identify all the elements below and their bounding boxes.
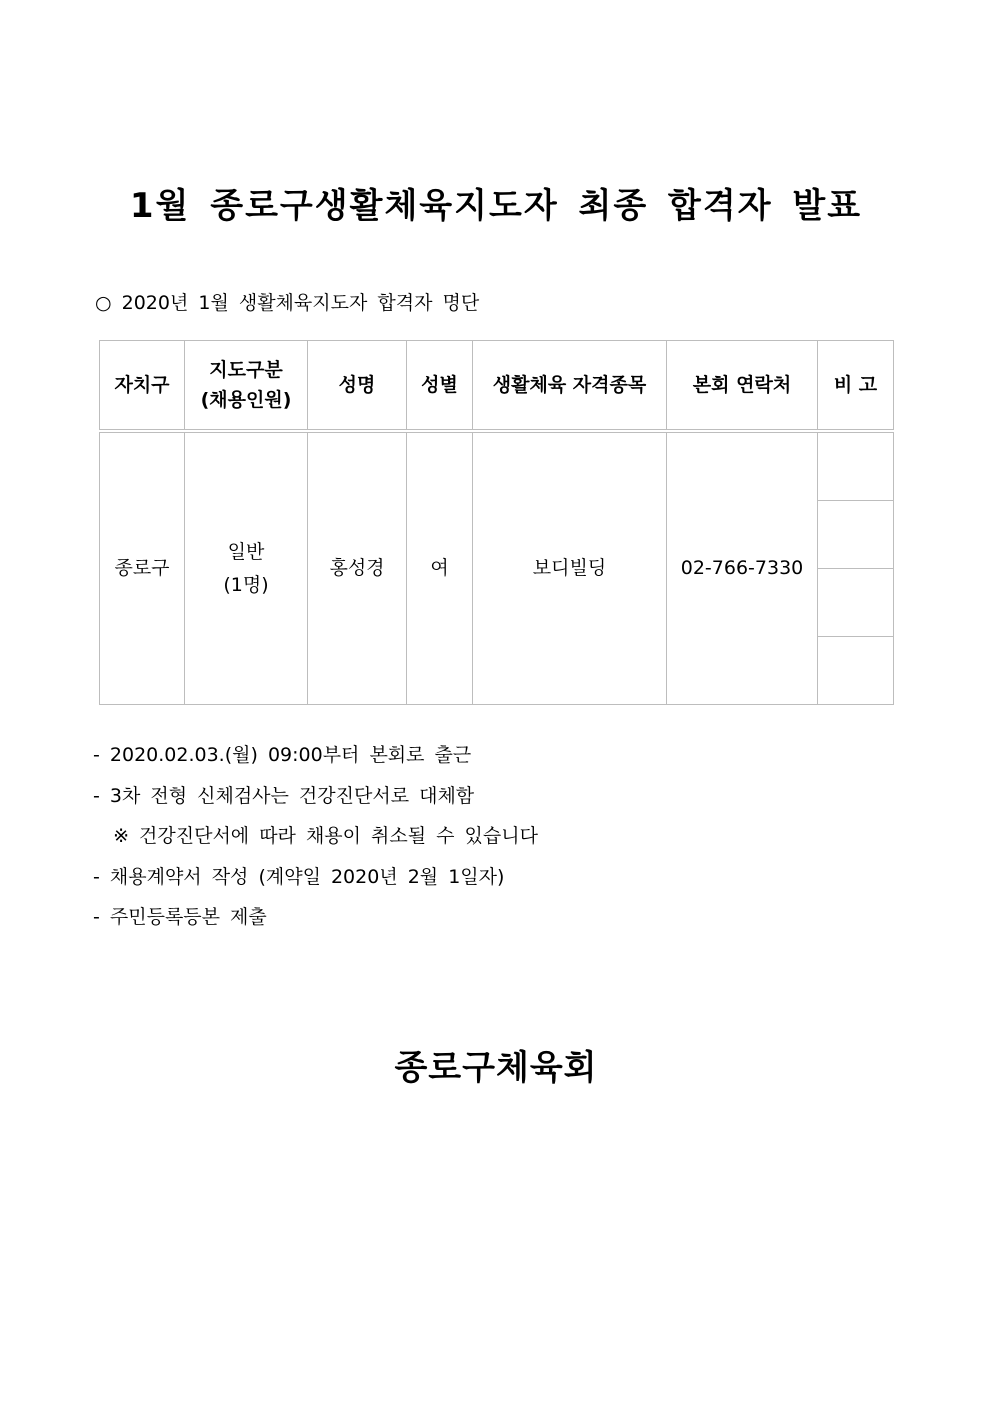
note-start-date: - 2020.02.03.(월) 09:00부터 본회로 출근: [93, 744, 472, 766]
organization-name: 종로구체육회: [394, 1048, 598, 1088]
header-category-line2: (채용인원): [200, 389, 292, 411]
note-cancellation-warning: ※ 건강진단서에 따라 채용이 취소될 수 있습니다: [93, 825, 538, 847]
header-district: 자치구: [100, 341, 185, 432]
cell-district: 종로구: [100, 431, 185, 705]
cell-contact: 02-766-7330: [667, 431, 818, 705]
header-remarks: 비 고: [818, 341, 894, 432]
note-resident-register: - 주민등록등본 제출: [93, 906, 267, 928]
header-category-line1: 지도구분: [209, 358, 283, 381]
header-qualification: 생활체육 자격종목: [473, 341, 667, 432]
cell-gender: 여: [407, 431, 473, 705]
note-contract: - 채용계약서 작성 (계약일 2020년 2월 1일자): [93, 865, 505, 888]
cell-category: [185, 431, 308, 705]
cell-name: 홍성경: [308, 431, 407, 705]
cell-remarks-2: [818, 501, 894, 569]
cell-remarks-1: [818, 431, 894, 501]
note-health-check: - 3차 전형 신체검사는 건강진단서로 대체함: [93, 784, 475, 807]
table-row: [100, 431, 894, 501]
cell-category-line2: (1명): [223, 573, 269, 596]
cell-qualification: 보디빌딩: [473, 431, 667, 705]
notes-list: [93, 739, 538, 942]
cell-remarks-3: [818, 569, 894, 637]
header-contact: 본회 연락처: [667, 341, 818, 432]
header-category: [185, 341, 308, 432]
list-subtitle: ○ 2020년 1월 생활체육지도자 합격자 명단: [95, 292, 480, 314]
table-header-row: [100, 341, 894, 432]
page-title: 1월 종로구생활체육지도자 최종 합격자 발표: [129, 186, 863, 226]
cell-remarks-4: [818, 637, 894, 705]
result-table: [99, 340, 894, 705]
header-name: 성명: [308, 341, 407, 432]
cell-category-line1: 일반: [227, 541, 265, 564]
header-gender: 성별: [407, 341, 473, 432]
